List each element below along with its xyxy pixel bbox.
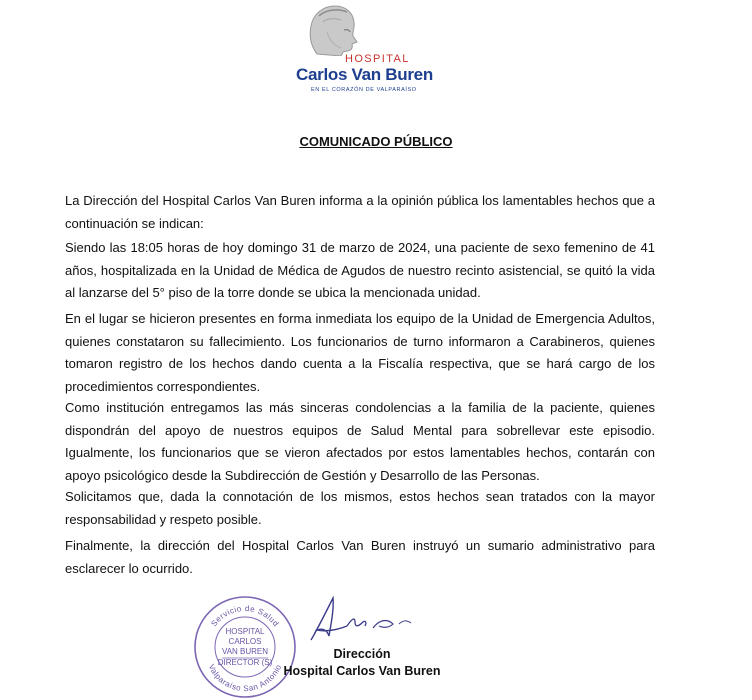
signature-role: Dirección <box>333 647 391 661</box>
paragraph-closing: Finalmente, la dirección del Hospital Carlos Van Buren instruyó un sumario administrativo para esclarecer lo ocurrido. <box>65 538 655 576</box>
paragraph-response: En el lugar se hicieron presentes en forma inmediata los equipo de la Unidad de Emergencia Adultos, quienes constataron su fallecimiento. Los funcionarios de turno informaron a Carabineros, quienes tomaron registro de los hechos dando cuenta a la Fiscalía respectiva, que se hará cargo de los procedimientos correspondientes. <box>65 311 655 394</box>
handwritten-signature <box>303 590 418 650</box>
document-title: COMUNICADO PÚBLICO <box>299 134 453 149</box>
hospital-logo <box>291 2 431 98</box>
signature-institution: Hospital Carlos Van Buren <box>283 664 441 678</box>
stamp-arc-top: Servicio de Salud <box>209 603 281 629</box>
founder-portrait-icon <box>297 2 361 56</box>
stamp-line-3: VAN BUREN <box>221 647 269 656</box>
stamp-line-4: DIRECTOR (S) <box>217 658 273 667</box>
paragraph-event: Siendo las 18:05 horas de hoy domingo 31 de marzo de 2024, una paciente de sexo femenino de 41 años, hospitalizada en la Unidad de Médica de Agudos de nuestro recinto asistencial, se quitó la vida al lanzarse del 5° piso de la torre donde se ubica la mencionada unidad. <box>65 240 655 300</box>
logo-hospital-word: HOSPITAL <box>345 53 410 65</box>
signature-block <box>282 646 442 680</box>
paragraph-intro: La Dirección del Hospital Carlos Van Buren informa a la opinión pública los lamentables hechos que a continuación se indican: <box>65 193 655 231</box>
stamp-arc-bottom: Valparaíso San Antonio <box>206 662 284 694</box>
stamp-line-2: CARLOS <box>228 637 262 646</box>
logo-hospital-name: Carlos Van Buren <box>296 65 433 84</box>
svg-text:Servicio de Salud <box>209 604 280 628</box>
paragraph-condolences: Como institución entregamos las más sinceras condolencias a la familia de la paciente, quienes dispondrán del apoyo de nuestros equipos de Salud Mental para sobrellevar este episodio. Igualmente, los funcionarios que se vieron afectados por estos lamentables hechos, contarán con apoyo psicológico desde la Subdirección de Gestión y Desarrollo de las Personas. <box>65 400 655 483</box>
stamp-line-1: HOSPITAL <box>225 627 265 636</box>
paragraph-request: Solicitamos que, dada la connotación de los mismos, estos hechos sean tratados con la mayor responsabilidad y respeto posible. <box>65 489 655 527</box>
logo-tagline: EN EL CORAZÓN DE VALPARAÍSO <box>311 87 417 93</box>
